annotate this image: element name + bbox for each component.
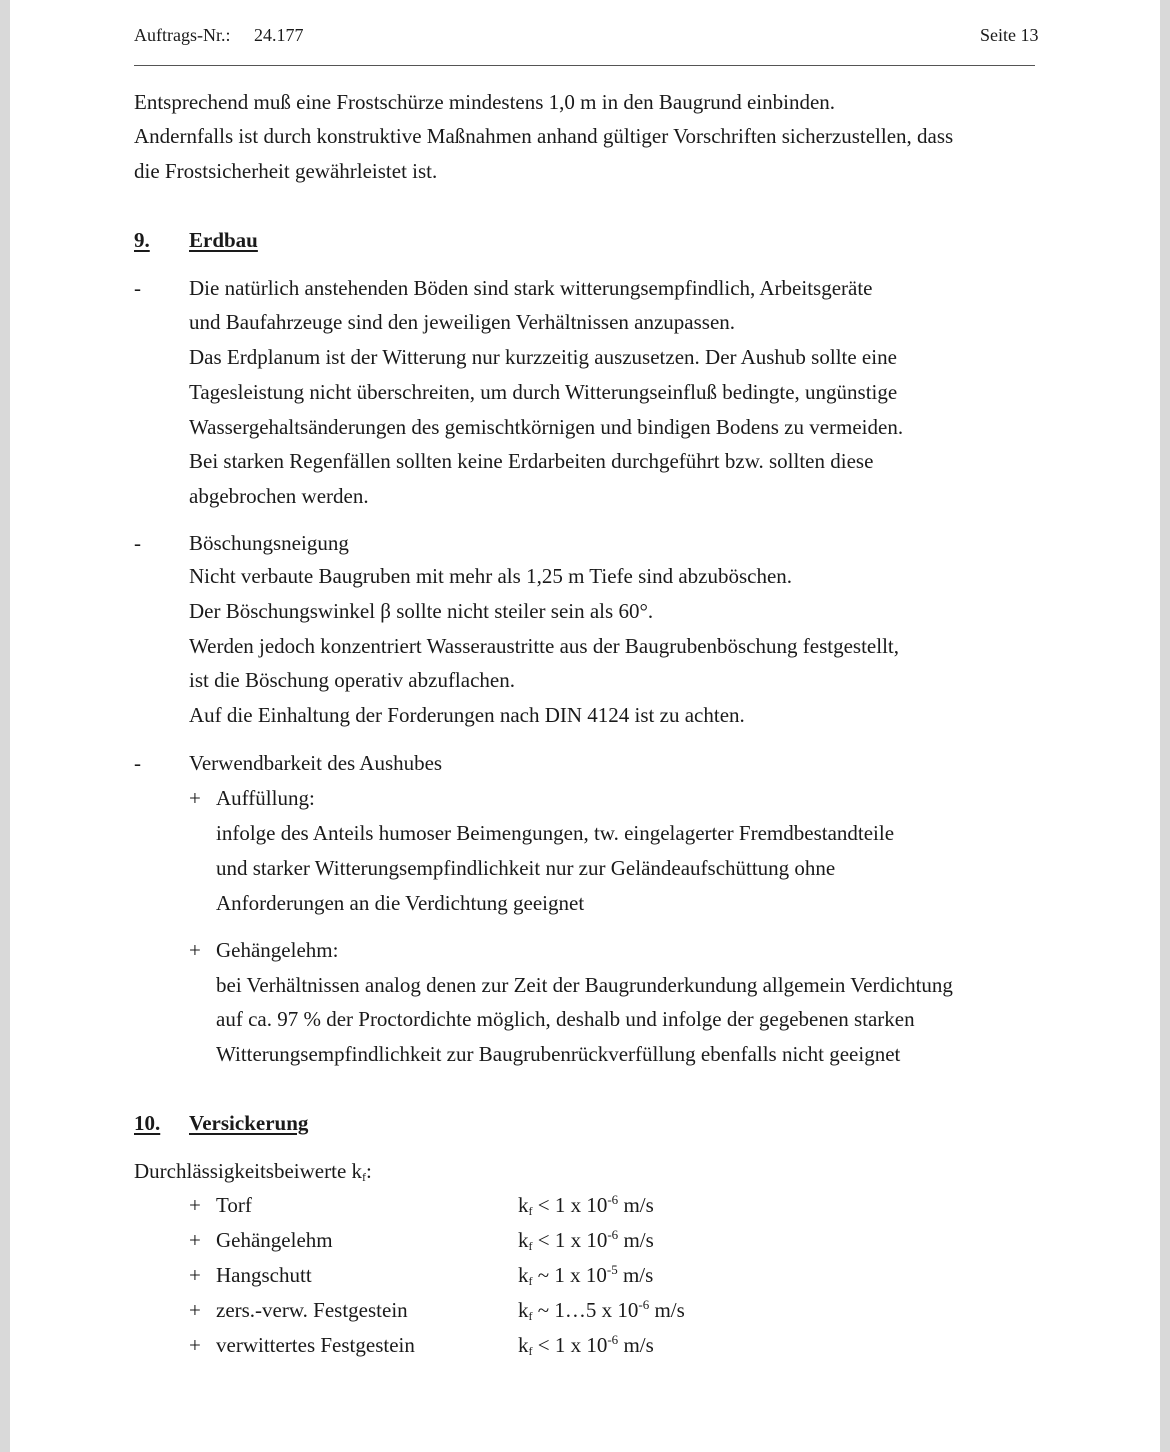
bullet-dash: - [134, 276, 141, 300]
soil-name: Torf [216, 1193, 252, 1217]
paragraph-line: abgebrochen werden. [189, 484, 369, 508]
section-10-number: 10. [134, 1111, 161, 1135]
paragraph-line: Nicht verbaute Baugruben mit mehr als 1,25 m Tiefe sind abzuböschen. [189, 564, 793, 588]
plus-bullet: + [189, 1263, 201, 1287]
sub-item-title: Gehängelehm: [216, 938, 339, 962]
document-page [10, 0, 1160, 1452]
paragraph-line: ist die Böschung operativ abzuflachen. [189, 668, 515, 692]
paragraph-line: und starker Witterungsempfindlichkeit nur zur Geländeaufschüttung ohne [216, 856, 836, 880]
intro-line: Andernfalls ist durch konstruktive Maßnahmen anhand gültiger Vorschriften sicherzustellen, dass [134, 124, 954, 148]
paragraph-line: Die natürlich anstehenden Böden sind stark witterungsempfindlich, Arbeitsgeräte [189, 276, 873, 300]
section-9-title: Erdbau [189, 228, 258, 252]
intro-line: die Frostsicherheit gewährleistet ist. [134, 159, 438, 183]
kf-value: $k_f$ ~ 1…5 x $10^{-6}$ m/s [518, 1297, 685, 1323]
paragraph-line: Auf die Einhaltung der Forderungen nach DIN 4124 ist zu achten. [189, 703, 745, 727]
bullet-dash: - [134, 531, 141, 555]
paragraph-line: infolge des Anteils humoser Beimengungen, tw. eingelagerter Fremdbestandteile [216, 821, 895, 845]
paragraph-line: Werden jedoch konzentriert Wasseraustritte aus der Baugrubenböschung festgestellt, [189, 634, 900, 658]
intro-line: Entsprechend muß eine Frostschürze mindestens 1,0 m in den Baugrund einbinden. [134, 90, 836, 114]
paragraph-line: Wassergehaltsänderungen des gemischtkörnigen und bindigen Bodens zu vermeiden. [189, 415, 904, 439]
plus-bullet: + [189, 1228, 201, 1252]
paragraph-line: Böschungsneigung [189, 531, 349, 555]
plus-bullet: + [189, 1193, 201, 1217]
kf-value: $k_f < 1$ x $10^{-6}$ m/s [518, 1227, 654, 1253]
paragraph-line: und Baufahrzeuge sind den jeweiligen Verhältnissen anzupassen. [189, 310, 736, 334]
plus-bullet: + [189, 786, 201, 810]
kf-value: $k_f < 1$ x $10^{-6}$ m/s [518, 1192, 654, 1218]
plus-bullet: + [189, 1298, 201, 1322]
permeability-intro: Durchlässigkeitsbeiwerte $k_f$: [134, 1159, 372, 1184]
paragraph-line: bei Verhältnissen analog denen zur Zeit der Baugrunderkundung allgemein Verdichtung [216, 973, 953, 997]
section-9-number: 9. [134, 228, 150, 252]
soil-name: Hangschutt [216, 1263, 312, 1287]
paragraph-line: Anforderungen an die Verdichtung geeignet [216, 891, 585, 915]
bullet-dash: - [134, 751, 141, 775]
paragraph-line: Bei starken Regenfällen sollten keine Erdarbeiten durchgeführt bzw. sollten diese [189, 449, 874, 473]
paragraph-line: Der Böschungswinkel β sollte nicht steiler sein als 60°. [189, 599, 654, 623]
plus-bullet: + [189, 1333, 201, 1357]
paragraph-line: Tagesleistung nicht überschreiten, um durch Witterungseinfluß bedingte, ungünstige [189, 380, 898, 404]
soil-name: zers.-verw. Festgestein [216, 1298, 408, 1322]
page-number: Seite 13 [980, 25, 1039, 45]
paragraph-line: Das Erdplanum ist der Witterung nur kurzzeitig auszusetzen. Der Aushub sollte eine [189, 345, 897, 369]
soil-name: Gehängelehm [216, 1228, 333, 1252]
order-number: 24.177 [254, 25, 304, 45]
order-number-label: Auftrags-Nr.: [134, 25, 231, 45]
kf-value: $k_f < 1$ x $10^{-6}$ m/s [518, 1332, 654, 1358]
paragraph-line: Verwendbarkeit des Aushubes [189, 751, 443, 775]
header-rule [134, 65, 1035, 66]
sub-item-title: Auffüllung: [216, 786, 315, 810]
section-10-title: Versickerung [189, 1111, 309, 1135]
paragraph-line: auf ca. 97 % der Proctordichte möglich, deshalb und infolge der gegebenen starken [216, 1007, 915, 1031]
paragraph-line: Witterungsempfindlichkeit zur Baugrubenrückverfüllung ebenfalls nicht geeignet [216, 1042, 901, 1066]
plus-bullet: + [189, 938, 201, 962]
kf-value: $k_f$ ~ 1 x $10^{-5}$ m/s [518, 1262, 654, 1288]
soil-name: verwittertes Festgestein [216, 1333, 415, 1357]
